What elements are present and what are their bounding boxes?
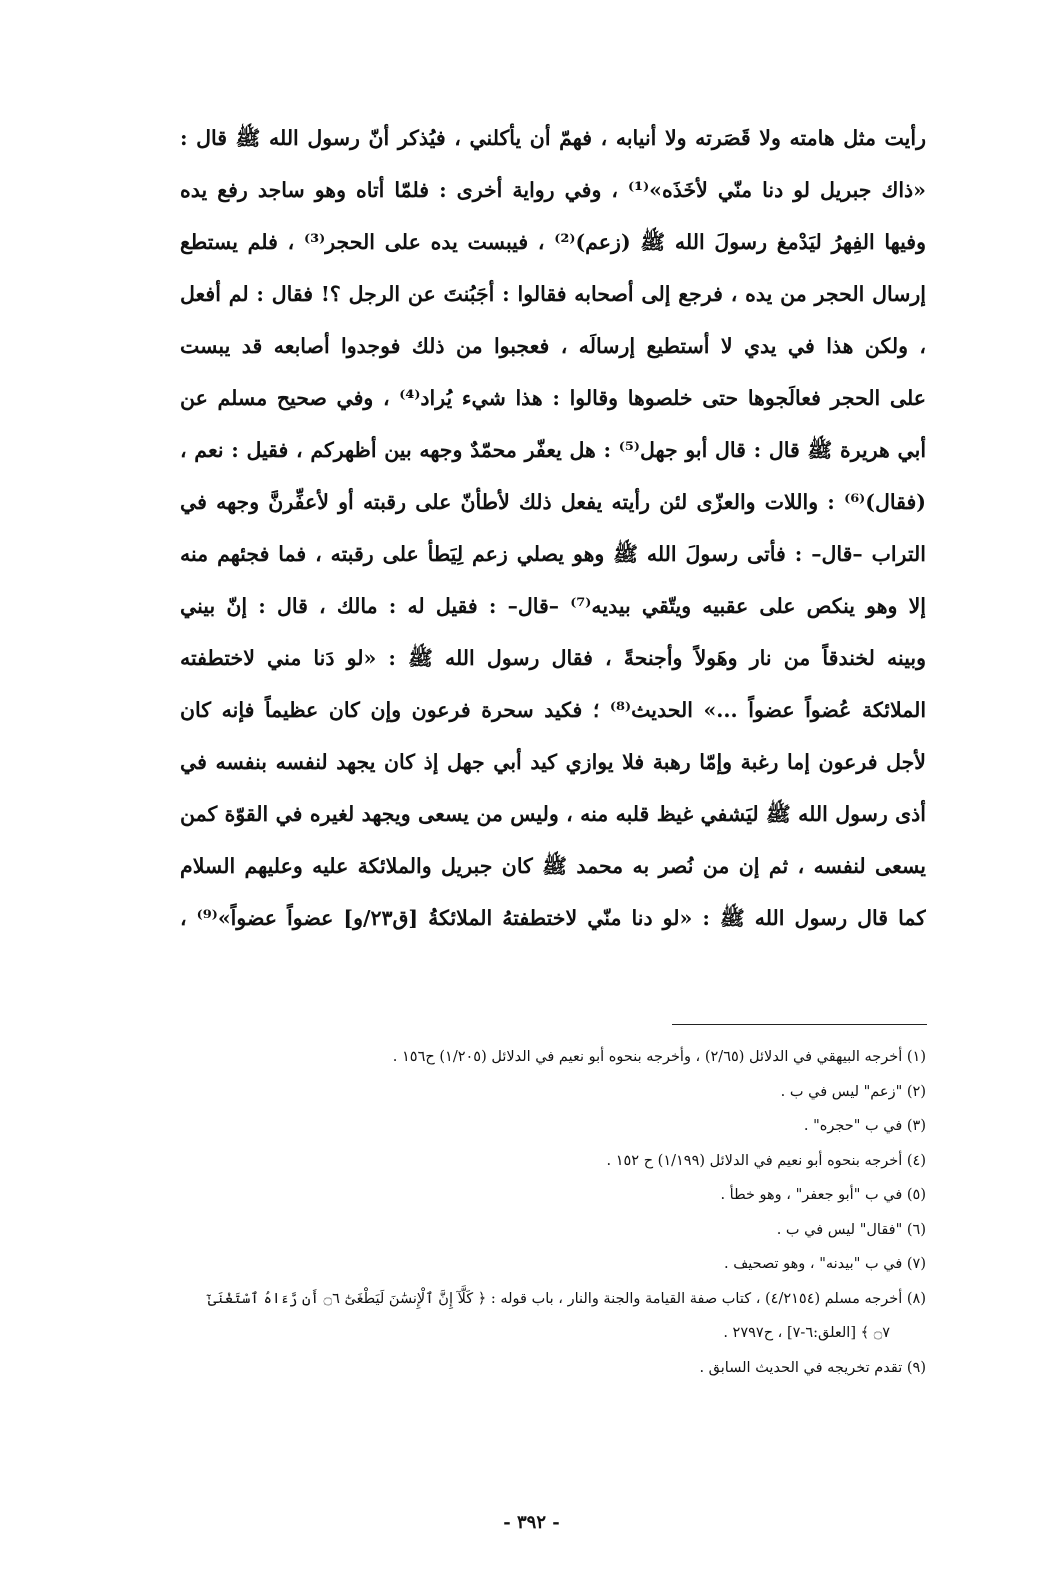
footnote: (١) أخرجه البيهقي في الدلائل (٢/٦٥) ، وأخرجه بنحوه أبو نعيم في الدلائل (١/٢٠٥) ح١٥٦ . [392, 1049, 926, 1065]
body-line: على الحجر فعالَجوها حتى خلصوها وقالوا : هذا شيء يُراد⁽⁴⁾ ، وفي صحيح مسلم عن [180, 386, 926, 410]
body-line: وفيها الفِهرُ ليَدْمغ رسولَ الله ﷺ (زعم)⁽²⁾ ، فيبست يده على الحجر⁽³⁾ ، فلم يستطع [180, 230, 926, 254]
main-text-block [180, 112, 926, 944]
footnote: (٥) في ب "أبو جعفر" ، وهو خطأ . [720, 1187, 926, 1203]
body-line: ، ولكن هذا في يدي لا أستطيع إرسالَه ، فعجبوا من ذلك فوجدوا أصابعه قد يبست [180, 334, 926, 358]
body-line: (فقال)⁽⁶⁾ : واللات والعزّى لئن رأيته يفعل ذلك لأطأنّ على رقبته أو لأعفِّرنَّ وجهه في [180, 490, 926, 514]
body-line: لأجل فرعون إما رغبة وإمّا رهبة فلا يوازي كيد أبي جهل إذ كان يجهد لنفسه بنفسه في [180, 750, 926, 774]
footnote: (٨) أخرجه مسلم (٤/٢١٥٤) ، كتاب صفة القيامة والجنة والنار ، باب قوله : ﴿ كَلَّآ إِنَّ ٱلْإِنسَٰنَ لَيَطْغَىٰٓ ۝٦ أَن رَّءَاهُ ٱسْتَغْنَىٰٓ [207, 1290, 926, 1307]
body-line: الملائكة عُضواً عضواً ...» الحديث⁽⁸⁾ ؛ فكيد سحرة فرعون وإن كان عظيماً فإنه كان [180, 698, 926, 722]
footnote: (٣) في ب "حجره" . [803, 1118, 926, 1134]
footnote: (٧) في ب "بيدنه" ، وهو تصحيف . [723, 1256, 926, 1272]
body-line: إلا وهو ينكص على عقبيه ويتّقي بيديه⁽⁷⁾ –قال– : فقيل له : مالك ، قال : إنّ بيني [180, 594, 926, 618]
body-line: رأيت مثل هامته ولا قَصَرته ولا أنيابه ، فهمّ أن يأكلني ، فيُذكر أنّ رسول الله ﷺ قال : [180, 126, 926, 150]
footnote: (٢) "زعم" ليس في ب . [780, 1083, 926, 1100]
footnote: (٤) أخرجه بنحوه أبو نعيم في الدلائل (١/١٩٩) ح ١٥٢ . [606, 1152, 926, 1169]
page-number: - ٣٩٢ - [503, 1512, 560, 1533]
body-line: التراب –قال– : فأتى رسولَ الله ﷺ وهو يصلي زعم لِيَطأ على رقبته ، فما فجئهم منه [180, 542, 926, 566]
body-line: يسعى لنفسه ، ثم إن من نُصر به محمد ﷺ كان جبريل والملائكة عليه وعليهم السلام [180, 854, 926, 878]
body-line: أبي هريرة ﷺ قال : قال أبو جهل⁽⁵⁾ : هل يعفّر محمّدٌ وجهه بين أظهركم ، فقيل : نعم ، [180, 438, 926, 462]
footnote: (٩) تقدم تخريجه في الحديث السابق . [699, 1359, 926, 1376]
body-line: كما قال رسول الله ﷺ : «لو دنا منّي لاختطفتهُ الملائكةُ [ق٢٣/و] عضواً عضواً»⁽⁹⁾ ، [180, 906, 926, 930]
body-line: إرسال الحجر من يده ، فرجع إلى أصحابه فقالوا : أجَبُنتَ عن الرجل ؟! فقال : لم أفعل [180, 282, 926, 306]
body-line: أذى رسول الله ﷺ ليَشفي غيظ قلبه منه ، وليس من يسعى ويجهد لغيره في القوّة كمن [180, 802, 926, 826]
footnotes-block [120, 1040, 926, 1385]
footnote-continuation: ۝٧ ﴾ [العلق:٦-٧] ، ح٢٧٩٧ . [723, 1325, 890, 1341]
body-line: وبينه لخندقاً من نار وهَولاً وأجنحةً ، فقال رسول الله ﷺ : «لو دَنا مني لاختطفته [180, 646, 926, 670]
footnote: (٦) "فقال" ليس في ب . [776, 1221, 926, 1238]
body-line: «ذاك جبريل لو دنا منّي لأخَذَه»⁽¹⁾ ، وفي رواية أخرى : فلمّا أتاه وهو ساجد رفع يده [180, 178, 926, 202]
footnote-separator [672, 1024, 927, 1025]
